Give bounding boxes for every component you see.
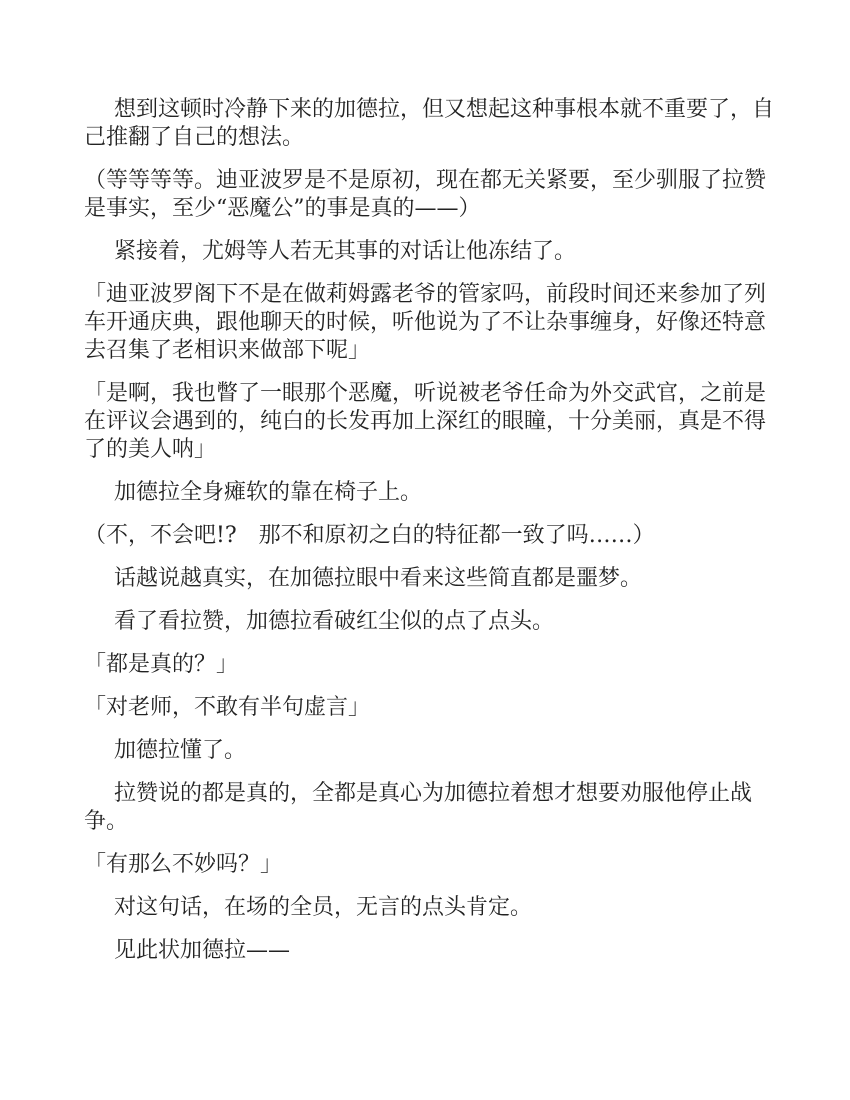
paragraph-dialogue: 「有那么不妙吗？」 — [84, 852, 283, 877]
paragraph: 加德拉全身瘫软的靠在椅子上。 — [114, 480, 423, 505]
paragraph-dialogue: 「迪亚波罗阁下不是在做莉姆露老爷的管家吗，前段时间还来参加了列车开通庆典，跟他聊天的时候，听他说为了不让杂事缠身，好像还特意去召集了老相识来做部下呢」 — [84, 282, 767, 363]
paragraph-dialogue: 「都是真的？」 — [84, 652, 239, 677]
paragraph-parenthetical: （等等等等。迪亚波罗是不是原初，现在都无关紧要，至少驯服了拉赞是事实，至少“恶魔公”的事是真的——） — [84, 168, 767, 221]
paragraph-dialogue: 「是啊，我也瞥了一眼那个恶魔，听说被老爷任命为外交武官，之前是在评议会遇到的，纯白的长发再加上深红的眼瞳，十分美丽，真是不得了的美人呐」 — [84, 381, 767, 462]
paragraph: 对这句话，在场的全员，无言的点头肯定。 — [114, 895, 533, 920]
paragraph: 见此状加德拉—— — [114, 938, 291, 963]
paragraph-parenthetical: （不，不会吧!? 那不和原初之白的特征都一致了吗……） — [84, 523, 655, 548]
paragraph: 紧接着，尤姆等人若无其事的对话让他冻结了。 — [114, 239, 577, 264]
paragraph: 看了看拉赞，加德拉看破红尘似的点了点头。 — [114, 609, 555, 634]
paragraph: 话越说越真实，在加德拉眼中看来这些简直都是噩梦。 — [114, 566, 643, 591]
paragraph-dialogue: 「对老师，不敢有半句虚言」 — [84, 695, 371, 720]
paragraph: 想到这顿时冷静下来的加德拉，但又想起这种事根本就不重要了，自己推翻了自己的想法。 — [84, 97, 775, 150]
novel-text-block — [84, 96, 776, 965]
paragraph: 拉赞说的都是真的，全都是真心为加德拉着想才想要劝服他停止战争。 — [84, 781, 753, 834]
paragraph: 加德拉懂了。 — [114, 738, 247, 763]
